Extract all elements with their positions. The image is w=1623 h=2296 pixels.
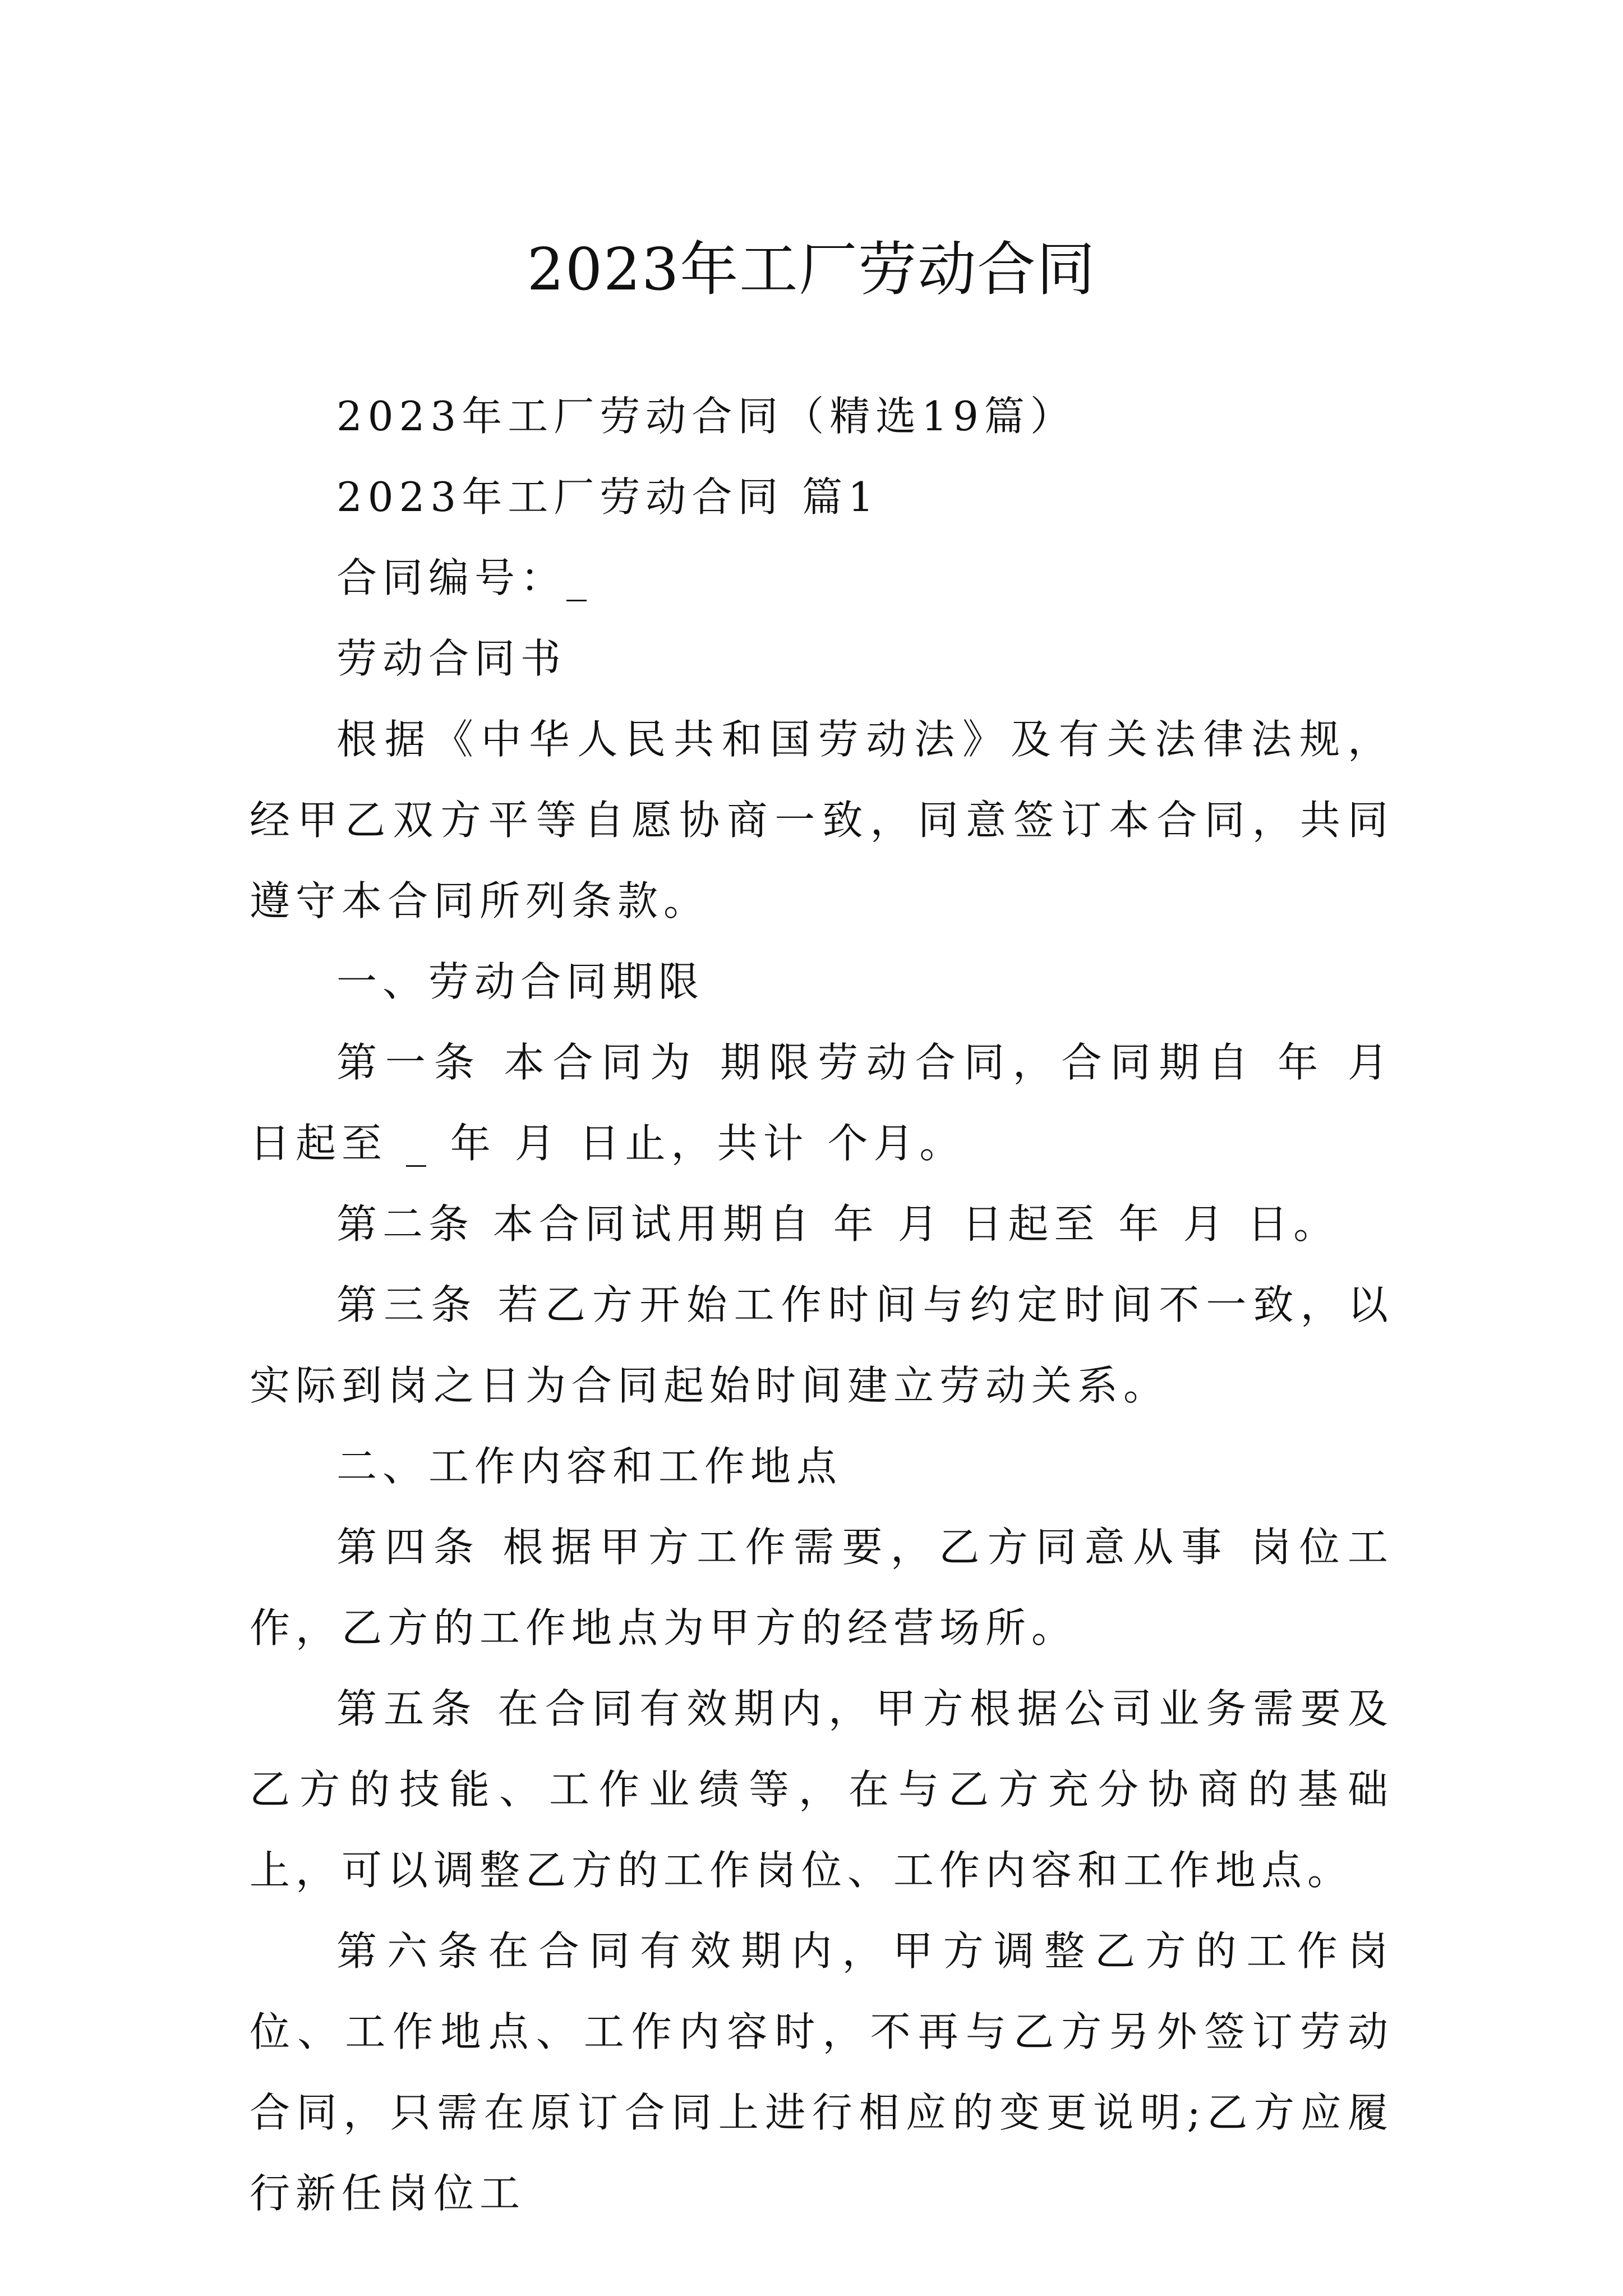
paragraph-preamble: 根据《中华人民共和国劳动法》及有关法律法规，经甲乙双方平等自愿协商一致，同意签订本合同，共同遵守本合同所列条款。 — [250, 716, 1394, 924]
document-body — [250, 376, 1412, 2234]
paragraph-article-3: 第三条 若乙方开始工作时间与约定时间不一致，以实际到岗之日为合同起始时间建立劳动关系。 — [250, 1281, 1394, 1409]
paragraph-article-6: 第六条在合同有效期内，甲方调整乙方的工作岗位、工作地点、工作内容时，不再与乙方另外签订劳动合同，只需在原订合同上进行相应的变更说明;乙方应履行新任岗位工 — [250, 1927, 1394, 2217]
paragraph-article-2: 第二条 本合同试用期自 年 月 日起至 年 月 日。 — [336, 1200, 1340, 1248]
paragraph-article-4: 第四条 根据甲方工作需要，乙方同意从事 岗位工作，乙方的工作地点为甲方的经营场所。 — [250, 1524, 1394, 1651]
paragraph-heading-term: 一、劳动合同期限 — [336, 958, 705, 1005]
paragraph-subtitle: 2023年工厂劳动合同（精选19篇） — [336, 393, 1076, 440]
paragraph-article-5: 第五条 在合同有效期内，甲方根据公司业务需要及乙方的技能、工作业绩等，在与乙方充分协商的基础上，可以调整乙方的工作岗位、工作内容和工作地点。 — [250, 1685, 1394, 1894]
document-title: 2023年工厂劳动合同 — [527, 234, 1096, 303]
paragraph-section-heading: 2023年工厂劳动合同 篇1 — [336, 473, 879, 521]
paragraph-contract-number: 合同编号：_ — [336, 554, 593, 601]
paragraph-article-1: 第一条 本合同为 期限劳动合同，合同期自 年 月 日起至 _ 年 月 日止，共计 个月。 — [250, 1039, 1412, 1167]
paragraph-heading-work: 二、工作内容和工作地点 — [336, 1443, 843, 1490]
paragraph-contract-book: 劳动合同书 — [336, 635, 567, 682]
